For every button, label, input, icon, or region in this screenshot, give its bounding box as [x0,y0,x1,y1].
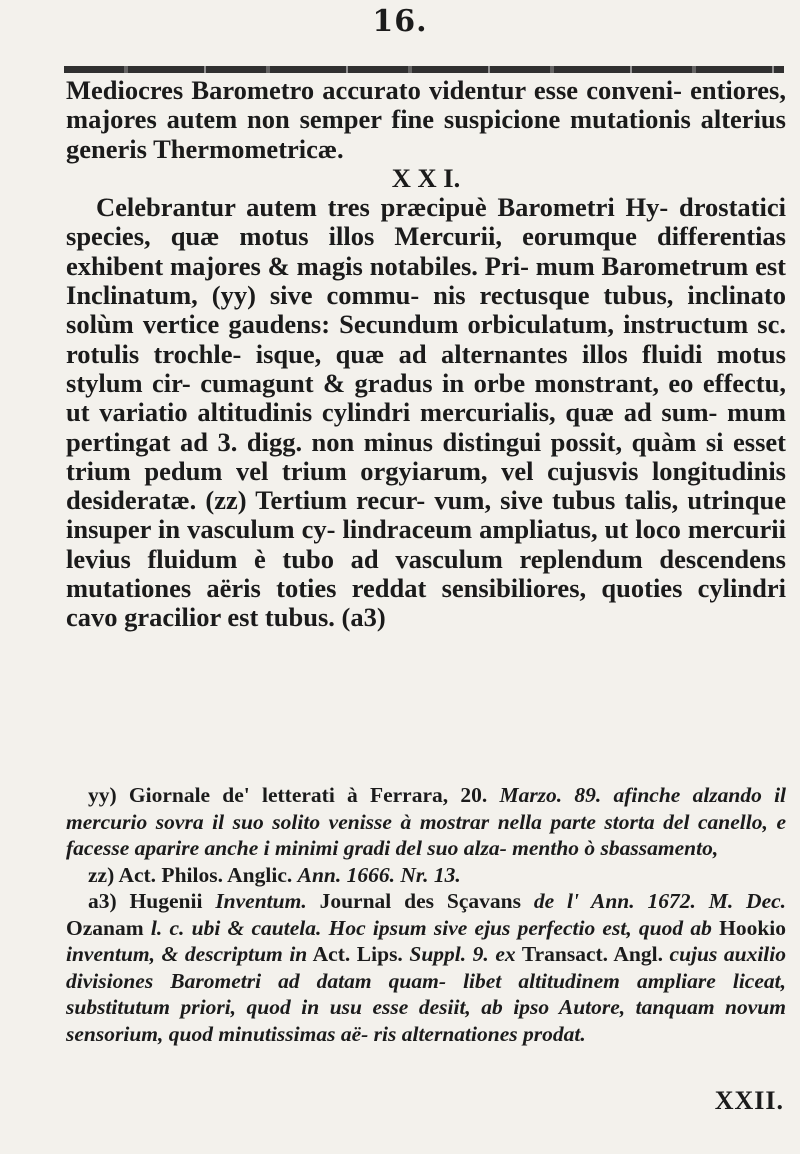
footnote-text-italic: Ann. 1666. Nr. 13. [297,862,461,887]
footnote-label: yy) [88,783,117,807]
footnote-text: Act. Philos. Anglic. [118,862,293,887]
footnote-text: Giornale de' letterati à Ferrara, 20. [128,783,488,807]
footnote-a3 [66,888,786,1047]
footnote-text: Journal des Sçavans [319,889,521,913]
footnote-zz [66,862,786,889]
page-number: 16. [372,4,428,39]
catchword: XXII. [714,1086,784,1115]
footnotes [66,782,786,1047]
intro-paragraph: Mediocres Barometro accurato videntur esse conveni- entiores, majores autem non semper fine suspicione mutationis alterius generis Thermometricæ. [66,75,786,164]
footnote-text-italic: de l' Ann. 1672. M. Dec. [533,889,787,913]
footnote-text-italic: l. c. ubi & cautela. Hoc ipsum sive ejus perfectio est, quod ab [150,915,712,940]
footnote-text: Ozanam [66,915,144,940]
section-number: X X I. [391,162,461,193]
footnote-text: Act. Lips. [312,942,403,966]
body-paragraph: Celebrantur autem tres præcipuè Barometri Hy- drostatici species, quæ motus illos Mercurii, eorumque differentias exhibent majores & magis notabiles. Pri- mum Barometrum est Inclinatum, (yy) sive commu- nis rectusque tubus, inclinato solùm vertice gaudens: Secundum orbiculatum, instructum sc. rotulis trochle- isque, quæ ad alternantes illos fluidi motus stylum cir- cumagunt & gradus in orbe monstrant, eo effectu, ut variatio altitudinis cylindri mercurialis, quæ ad sum- mum pertingat ad 3. digg. non minus distingui possit, quàm si esset trium pedum vel trium orgyiarum, vel cujusvis longitudinis desideratæ. (zz) Tertium recur- vum, sive tubus talis, utrinque insuper in vasculum cy- lindraceum ampliatus, ut loco mercurii levius fluidum è tubo ad vasculum replendum descendens mutationes aëris toties reddat sensibiliores, quoties cylindri cavo gracilior est tubus. (a3) [66,192,786,633]
header-rule [64,66,784,73]
footnote-text-italic: Marzo. 89. afinche alzando il mercurio sovra il suo solito venisse à mostrar nella parte storta del canello, e facesse aparire anche i minimi gradi del suo alza- mentho ò sbassamento, [66,783,787,860]
footnote-text-italic: inventum, & descriptum in [66,942,308,966]
footnote-yy [66,782,786,862]
footnote-text-italic: Suppl. 9. ex [409,942,516,966]
footnote-text: Hugenii [129,889,203,913]
footnote-label: zz) [88,862,115,887]
footnote-text-italic: cujus auxilio divisiones Barometri ad datam quam- libet altitudinem ampliare liceat, substitutum priori, quod in usu esse desiit, ab ipso Autore, tanquam novum sensorium, quod minutissimas aë- ris alternationes prodat. [66,942,787,1046]
footnote-text-italic: Inventum. [215,889,307,913]
footnote-text: Hookio [719,915,787,940]
footnote-label: a3) [88,889,117,913]
main-text [66,76,786,633]
footnote-text: Transact. Angl. [521,942,663,966]
